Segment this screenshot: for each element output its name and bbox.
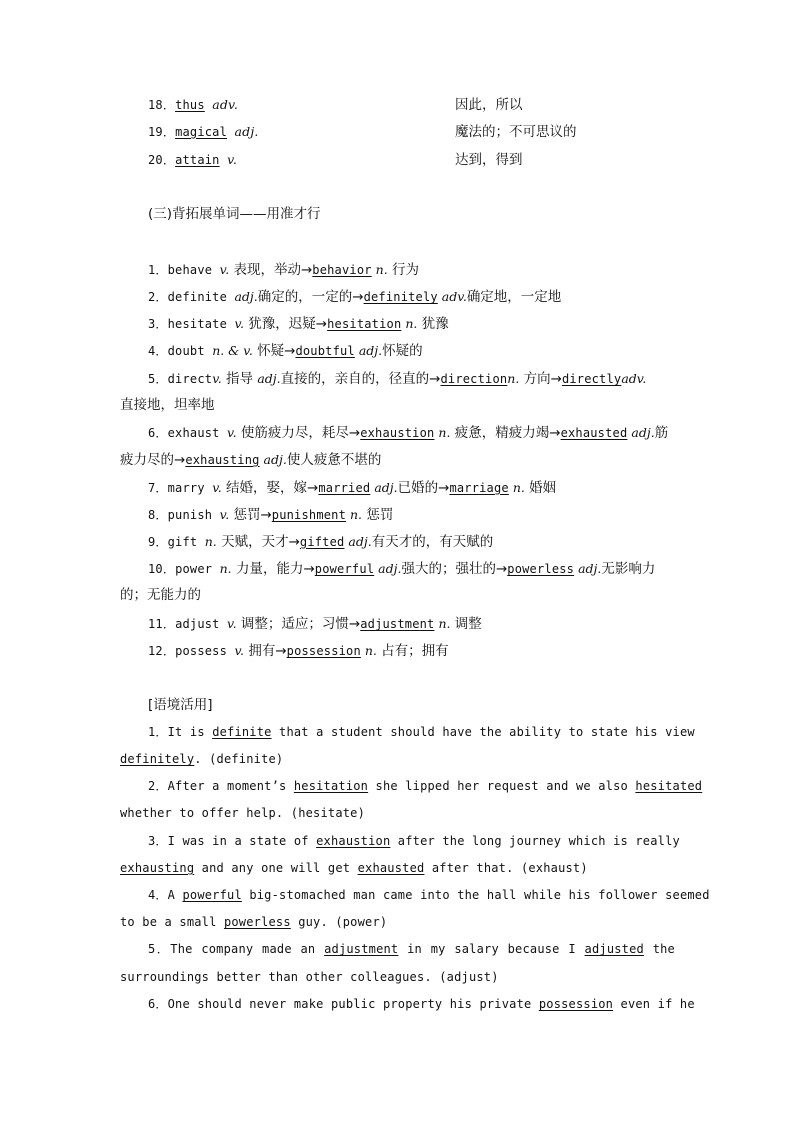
expand-item-1	[148, 260, 419, 279]
derived-meaning: 确定地，一定地	[466, 289, 562, 305]
derived-word-2: directly	[561, 372, 622, 386]
item-number: 11．	[148, 617, 176, 631]
item-number: 4．	[148, 344, 168, 358]
text: and any one will get	[194, 861, 358, 875]
derived-meaning-2: 筋	[654, 425, 669, 441]
expand-item-8	[148, 505, 393, 524]
base-word: definite	[167, 290, 235, 304]
base-pos: v.	[212, 371, 222, 386]
vocab-meaning-20: 达到，得到	[455, 152, 523, 168]
answer: powerful	[182, 888, 242, 902]
derived-meaning: 行为	[387, 262, 419, 278]
text: 4．A	[148, 888, 183, 902]
derived-word: exhaustion	[360, 426, 435, 440]
derived-meaning: 怀疑的	[382, 343, 423, 359]
derived-pos: n.	[360, 643, 377, 658]
base-pos: n. & v.	[212, 343, 253, 358]
base-meaning: 指导	[221, 371, 258, 387]
vocab-word: attain	[175, 153, 220, 167]
text: 3．I was in a state of	[148, 834, 317, 848]
derived-pos: adv.	[437, 289, 467, 304]
expand-item-3	[148, 314, 449, 333]
base-pos: v.	[227, 616, 237, 631]
answer: exhausted	[357, 861, 425, 875]
base-pos: v.	[227, 425, 237, 440]
expand-item-10	[148, 559, 655, 578]
base-pos: n.	[204, 534, 217, 549]
derived-pos: n.	[507, 371, 520, 386]
base-meaning: 犹豫，迟疑→	[244, 316, 328, 332]
base-pos: v.	[234, 643, 245, 658]
vocab-meaning-18: 因此，所以	[455, 97, 523, 113]
derived-pos: n.	[401, 316, 418, 331]
expand-item-7	[148, 478, 556, 497]
expand-item-2	[148, 287, 561, 306]
base-word: behave	[167, 263, 220, 277]
text: 6．One should never make public property his private	[148, 997, 539, 1011]
vocab-pos: v.	[227, 152, 238, 167]
derived-word-2: marriage	[449, 481, 509, 495]
context-sentence-4-line-2	[120, 913, 675, 931]
vocab-number: 18．	[148, 98, 176, 112]
vocab-item-19	[148, 123, 259, 141]
base-pos: v.	[219, 262, 230, 277]
context-sentence-2-line-2: whether to offer help. (hesitate)	[120, 806, 366, 820]
expand-item-12	[148, 641, 449, 660]
context-sentence-3-line-2	[120, 859, 675, 877]
expand-item-9	[148, 532, 493, 551]
answer: definite	[212, 725, 272, 739]
context-title: [语境活用]	[148, 697, 213, 713]
base-meaning: 使筋疲力尽，耗尽→	[236, 425, 361, 441]
base-meaning: 天赋，天才→	[216, 534, 300, 550]
expand-item-4	[148, 341, 423, 360]
context-sentence-3-line-1	[148, 832, 680, 850]
derived-pos-2: adv.	[621, 371, 647, 386]
text: the	[643, 942, 675, 956]
derived-meaning: 惩罚	[362, 507, 394, 523]
derived-pos: adj.	[344, 534, 372, 549]
derived-meaning: 调整	[450, 616, 482, 632]
context-sentence-2-line-1	[148, 777, 703, 795]
answer: hesitation	[293, 779, 369, 793]
answer: adjusted	[584, 942, 644, 956]
context-sentence-5-line-1	[148, 940, 675, 958]
context-sentence-1-line-2	[120, 750, 675, 768]
derived-word-3: exhausting	[185, 453, 260, 467]
item-number: 10．	[148, 562, 176, 576]
derived-meaning: 疲惫，精疲力竭→	[450, 425, 561, 441]
base-word: hesitate	[167, 317, 235, 331]
derived-word: punishment	[271, 508, 347, 522]
base-meaning: 拥有→	[244, 643, 287, 659]
vocab-item-20	[148, 151, 237, 169]
text: after that. (exhaust)	[424, 861, 588, 875]
answer: possession	[538, 997, 614, 1011]
answer: hesitated	[635, 779, 703, 793]
derived-meaning: 已婚的→	[397, 480, 450, 496]
answer: adjustment	[324, 942, 399, 956]
expand-item-10-cont: 的；无能力的	[120, 587, 201, 603]
derived-word: adjustment	[360, 617, 435, 631]
base-pos: v.	[212, 480, 222, 495]
base-pos: v.	[234, 316, 245, 331]
base-meaning: 调整；适应；习惯→	[236, 616, 361, 632]
answer: powerless	[223, 915, 291, 929]
base-word: power	[175, 562, 220, 576]
answer: definitely	[120, 752, 195, 766]
derived-pos: n.	[346, 507, 363, 522]
item-number: 3．	[148, 317, 168, 331]
context-sentence-4-line-1	[148, 886, 710, 904]
vocab-meaning-19: 魔法的；不可思议的	[455, 124, 577, 140]
derived-word: married	[318, 481, 371, 495]
base-pos: n.	[219, 561, 232, 576]
derived-pos: adj.	[354, 343, 383, 358]
text: even if he	[613, 997, 695, 1011]
answer: exhaustion	[316, 834, 391, 848]
base-word: gift	[167, 535, 205, 549]
derived-word: doubtful	[295, 344, 355, 358]
text: big-stomached man came into the hall while his follower seemed	[241, 888, 710, 902]
item-number: 9．	[148, 535, 168, 549]
derived-word: definitely	[363, 290, 438, 304]
base-word: doubt	[167, 344, 213, 358]
derived-pos: adj.	[370, 480, 398, 495]
base-pos: v.	[219, 507, 230, 522]
derived-word-2: powerless	[507, 562, 575, 576]
derived-pos-2: n.	[508, 480, 525, 495]
expand-item-6-cont	[120, 450, 381, 469]
expand-item-5	[148, 369, 646, 388]
derived-word: possession	[286, 644, 361, 658]
expand-item-11	[148, 614, 482, 633]
item-number: 7．	[148, 481, 168, 495]
derived-meaning-2: 婚姻	[524, 480, 557, 496]
text: guy. (power)	[290, 915, 388, 929]
context-sentence-6-line-1	[148, 995, 695, 1013]
item-number: 2．	[148, 290, 168, 304]
derived-pos: adj.	[374, 561, 402, 576]
text: . (definite)	[194, 752, 284, 766]
base-word: exhaust	[167, 426, 228, 440]
derived-word: direction	[440, 372, 508, 386]
base-word: adjust	[175, 617, 228, 631]
base-meaning: 怀疑→	[252, 343, 296, 359]
vocab-number: 20．	[148, 153, 176, 167]
derived-pos-2: adj.	[627, 425, 655, 440]
derived-word: gifted	[299, 535, 345, 549]
derived-meaning-3: 使人疲惫不堪的	[286, 452, 382, 468]
vocab-pos: adj.	[234, 124, 259, 139]
base-word: punish	[167, 508, 220, 522]
base-word: possess	[175, 644, 235, 658]
item-number: 1．	[148, 263, 168, 277]
derived-pos: n.	[371, 262, 388, 277]
text: after the long journey which is really	[390, 834, 680, 848]
derived-word-2: exhausted	[560, 426, 628, 440]
base-word: marry	[167, 481, 213, 495]
base-meaning: 力量，能力→	[231, 561, 315, 577]
derived-meaning: 犹豫	[417, 316, 449, 332]
vocab-item-18	[148, 96, 238, 114]
vocab-pos: adv.	[212, 97, 239, 112]
vocab-word: magical	[175, 125, 228, 139]
derived-meaning-cont: 疲力尽的→	[120, 452, 186, 468]
expand-item-5-cont: 直接地，坦率地	[120, 397, 215, 413]
vocab-word: thus	[175, 98, 205, 112]
vocab-number: 19．	[148, 125, 176, 139]
base-meaning: 确定的，一定的→	[257, 289, 364, 305]
base-meaning: 表现，举动→	[229, 262, 313, 278]
text: 2．After a moment’s	[148, 779, 294, 793]
derived-pos-2: adj.	[574, 561, 602, 576]
derived-pos-3: adj.	[259, 452, 287, 467]
text: that a student should have the ability to state his view	[271, 725, 695, 739]
derived-meaning-2: 无影响力	[601, 561, 656, 577]
derived-meaning: 有天才的，有天赋的	[371, 534, 494, 550]
base-word: direct	[167, 372, 213, 386]
derived-word: behavior	[312, 263, 372, 277]
text: 5．The company made an	[148, 942, 325, 956]
context-sentence-5-line-2: surroundings better than other colleagues. (adjust)	[120, 970, 499, 984]
section-title: (三)背拓展单词——用准才行	[148, 206, 321, 222]
item-number: 8．	[148, 508, 168, 522]
item-number: 12．	[148, 644, 176, 658]
item-number: 6．	[148, 426, 168, 440]
derived-pos: n.	[434, 616, 451, 631]
base-pos: adj.	[234, 289, 258, 304]
derived-meaning: 占有；拥有	[376, 643, 449, 659]
base-meaning-2: 直接的，亲自的，径直的→	[280, 371, 441, 387]
base-meaning: 结婚，娶，嫁→	[221, 480, 319, 496]
derived-word: powerful	[314, 562, 375, 576]
derived-word: hesitation	[327, 317, 402, 331]
answer: exhausting	[120, 861, 195, 875]
derived-meaning: 强大的；强壮的→	[401, 561, 508, 577]
text: 1．It is	[148, 725, 213, 739]
base-pos-2: adj.	[257, 371, 281, 386]
text: she lipped her request and we also	[368, 779, 636, 793]
text: in my salary because I	[398, 942, 585, 956]
derived-meaning: 方向→	[519, 371, 562, 387]
derived-pos: n.	[434, 425, 451, 440]
expand-item-6	[148, 423, 668, 442]
base-meaning: 惩罚→	[229, 507, 272, 523]
text: to be a small	[120, 915, 224, 929]
item-number: 5．	[148, 372, 168, 386]
context-sentence-1-line-1	[148, 723, 695, 741]
